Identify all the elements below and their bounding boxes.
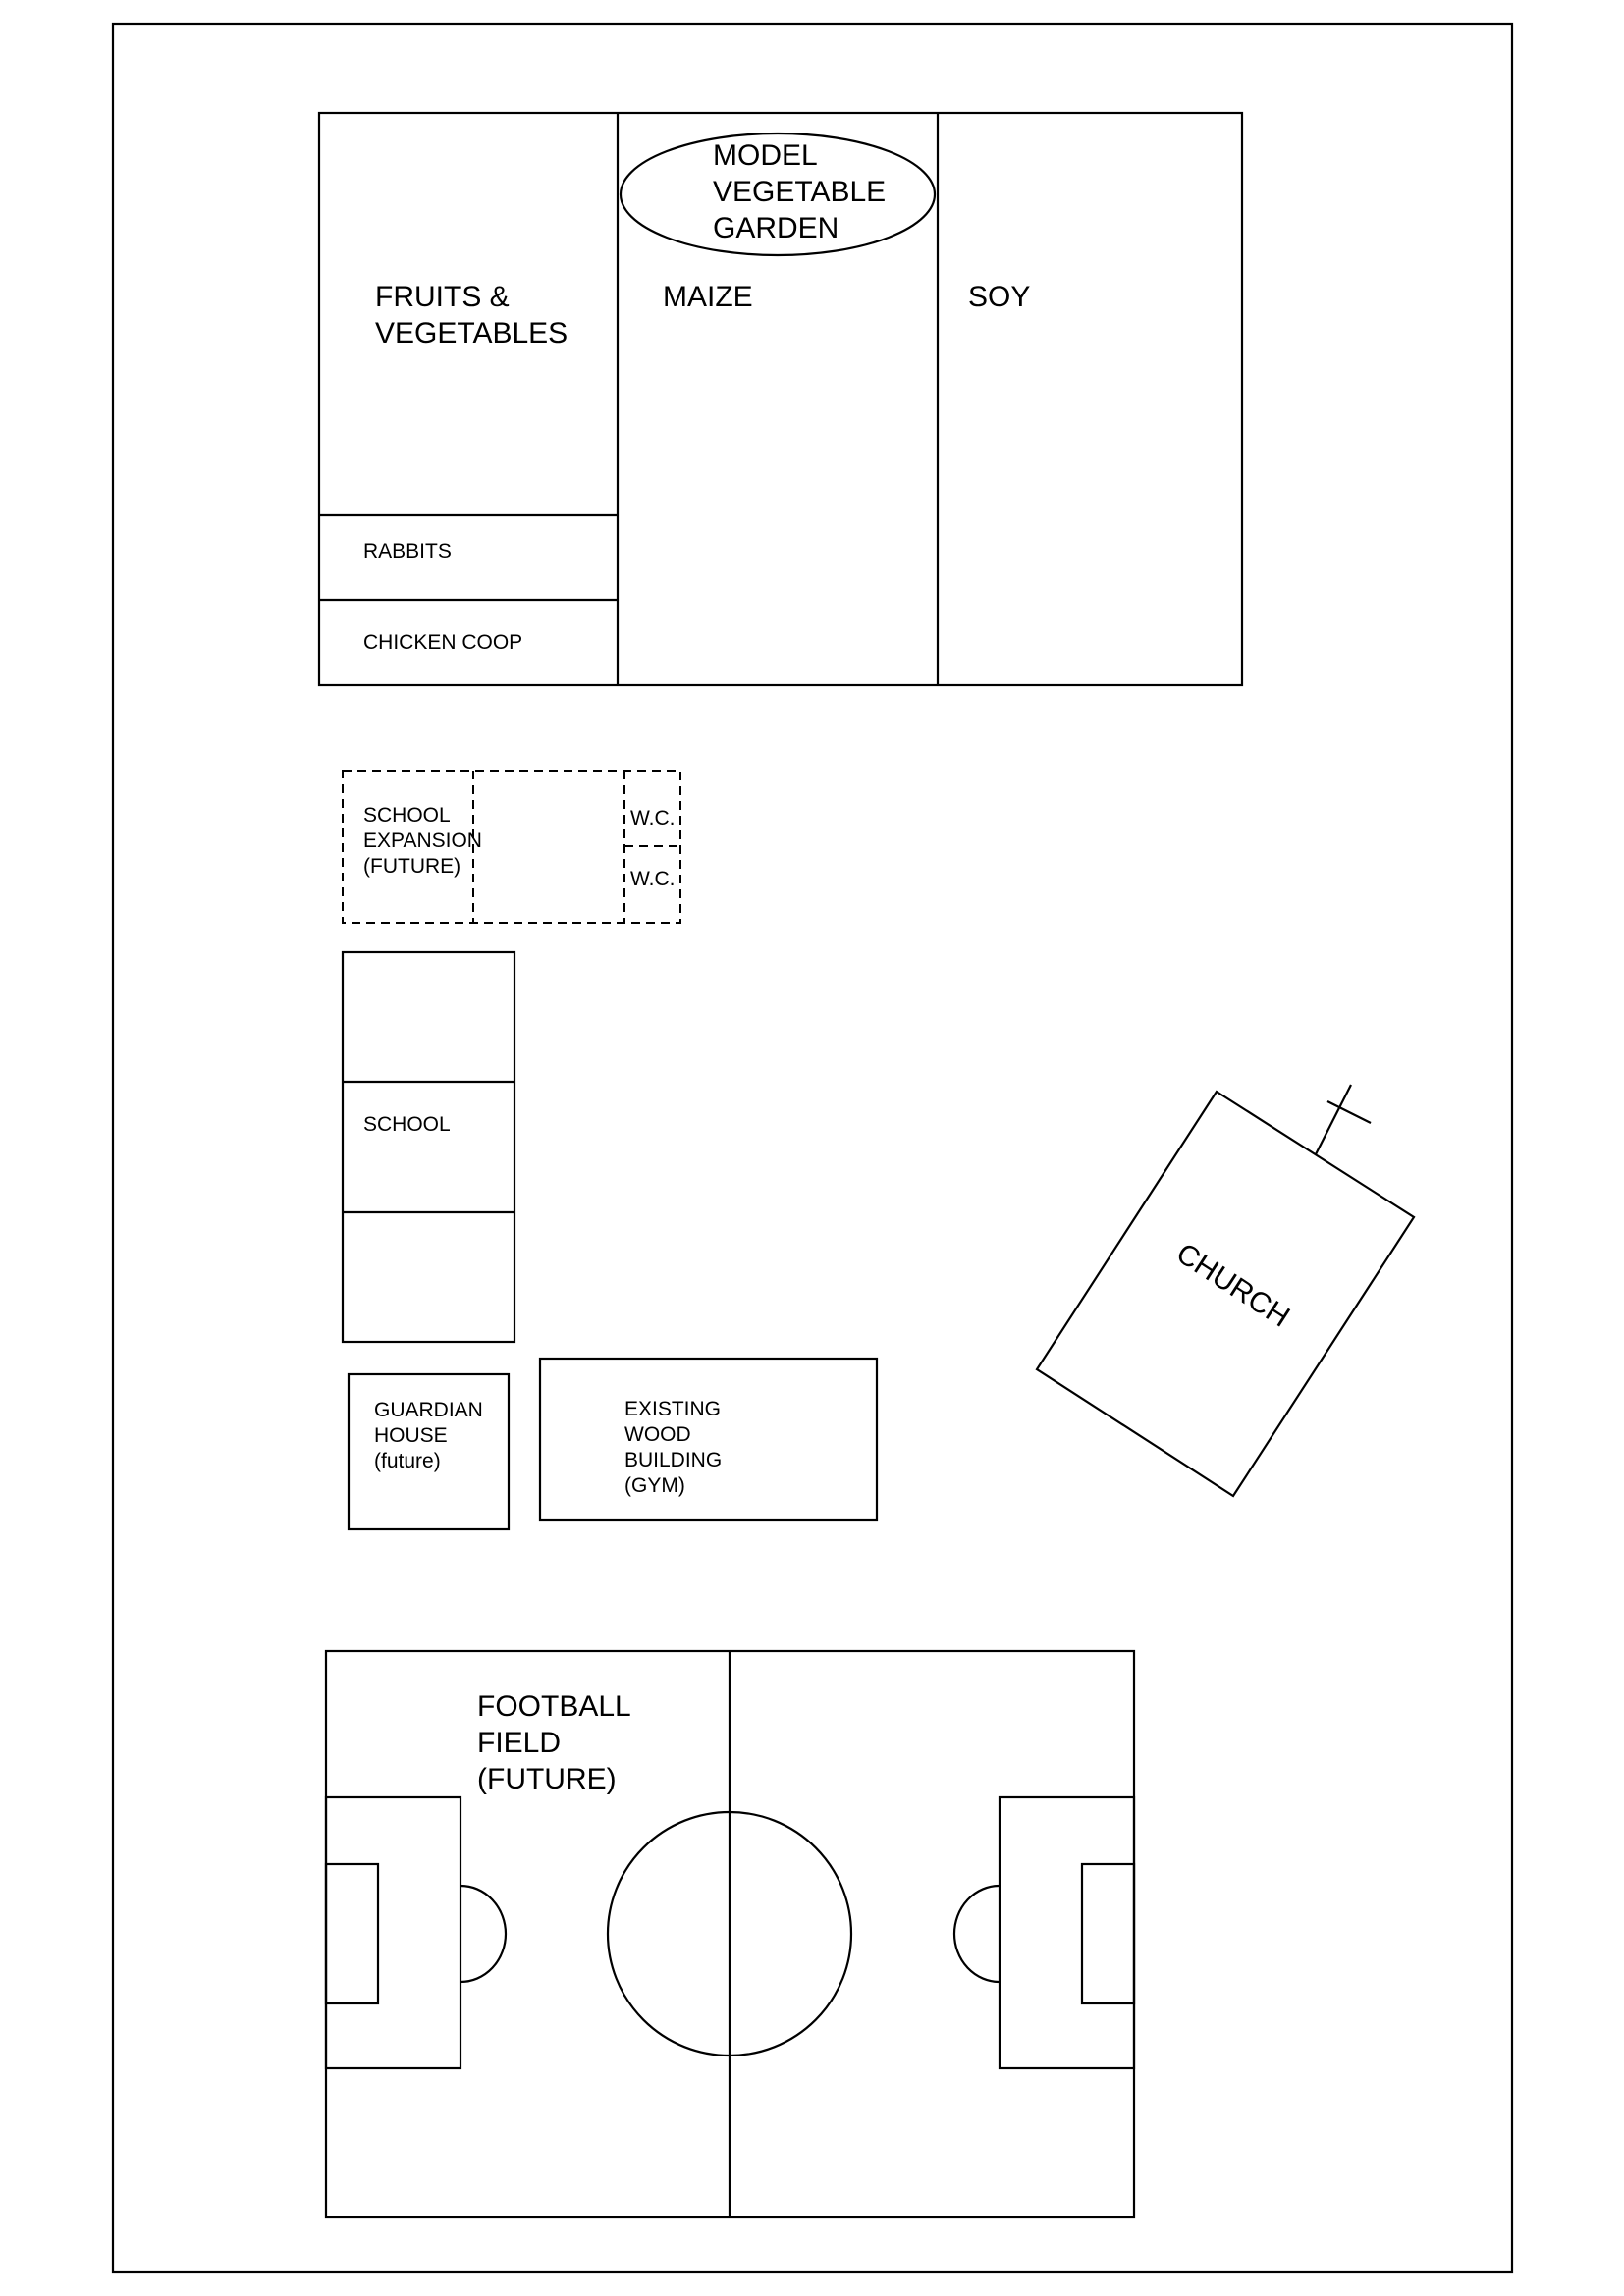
- school-expansion-label: SCHOOL EXPANSION (FUTURE): [363, 804, 482, 878]
- school-expansion: [343, 771, 680, 923]
- left-goal-box: [326, 1864, 378, 2003]
- model-garden-label: MODEL VEGETABLE GARDEN: [713, 139, 887, 244]
- gym-building: [540, 1359, 877, 1520]
- school-building: [343, 952, 514, 1342]
- fruits-vegetables-label: FRUITS & VEGETABLES: [375, 281, 568, 349]
- wc-bottom-label: W.C.: [630, 868, 676, 890]
- soy-label: SOY: [968, 281, 1031, 313]
- football-field: [326, 1651, 1134, 2217]
- gym-label: EXISTING WOOD BUILDING (GYM): [624, 1398, 723, 1497]
- site-boundary: [113, 24, 1512, 2272]
- right-penalty-arc: [954, 1886, 1000, 1982]
- rabbits-label: RABBITS: [363, 540, 452, 562]
- church: [1037, 1085, 1414, 1496]
- left-penalty-arc: [460, 1886, 506, 1982]
- wc-top-label: W.C.: [630, 807, 676, 829]
- church-label: CHURCH: [1170, 1237, 1296, 1334]
- maize-label: MAIZE: [663, 281, 753, 313]
- right-penalty-box: [1000, 1797, 1134, 2068]
- right-goal-box: [1082, 1864, 1134, 2003]
- school-label: SCHOOL: [363, 1113, 451, 1136]
- gym-outline: [540, 1359, 877, 1520]
- guardian-house-label: GUARDIAN HOUSE (future): [374, 1399, 483, 1472]
- chicken-coop-label: CHICKEN COOP: [363, 631, 523, 654]
- school-outline: [343, 952, 514, 1342]
- church-cross-stem: [1316, 1085, 1351, 1154]
- left-penalty-box: [326, 1797, 460, 2068]
- football-field-label: FOOTBALL FIELD (FUTURE): [477, 1690, 630, 1795]
- farm-area: [319, 113, 1242, 685]
- guardian-house: [349, 1374, 509, 1529]
